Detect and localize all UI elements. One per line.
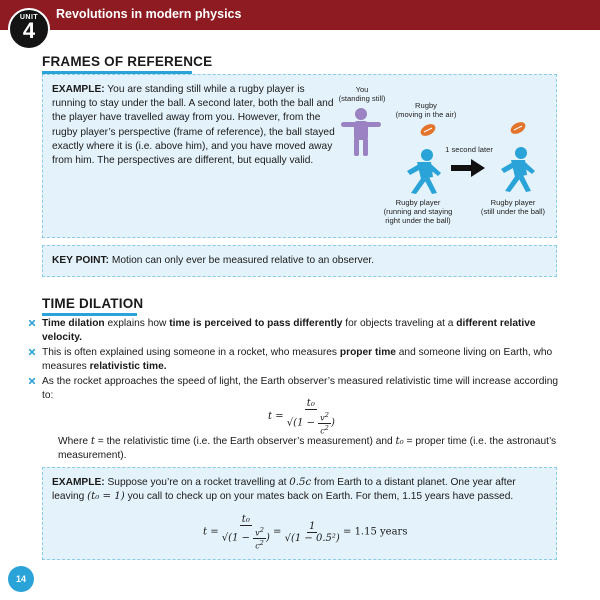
- chapter-title: Revolutions in modern physics: [56, 7, 242, 21]
- player1-label: Rugby player (running and staying right under the ball): [383, 198, 453, 225]
- example-formula: t = t₀ √(1 − $\frac{v^2}{c^2}$ ) = $\frac{1}{\text{√(1 − 0.5²)}}$ = 1.15 years: [203, 514, 408, 551]
- standing-person-icon: [339, 107, 383, 157]
- rugby-ball-icon: [419, 123, 437, 137]
- running-player-icon: [403, 149, 443, 195]
- bullet-icon: [29, 349, 35, 355]
- frames-heading: FRAMES OF REFERENCE: [42, 54, 212, 69]
- bullet-item-1: Time dilation explains how time is perceived to pass differently for objects traveling at a different relative velocity.: [42, 317, 562, 345]
- key-point-text: KEY POINT: Motion can only ever be measured relative to an observer.: [52, 255, 375, 266]
- bullet-item-2: This is often explained using someone in a rocket, who measures proper time and someone living on Earth, who measures relativistic time.: [42, 346, 562, 374]
- rugby-ball-icon-2: [509, 121, 527, 135]
- player2-label: Rugby player (still under the ball): [480, 198, 546, 216]
- unit-number: 4: [22, 18, 36, 43]
- unit-badge: [8, 8, 50, 50]
- rugby-label: Rugby (moving in the air): [395, 101, 457, 119]
- key-point-box: [42, 245, 557, 277]
- header-bar: [0, 0, 600, 30]
- heading-underline-2: [42, 313, 137, 316]
- where-text: Where t = the relativistic time (i.e. the Earth observer’s measurement) and t₀ = proper time (i.e. the astronaut’s measurement).: [58, 436, 557, 462]
- dilation-formula: t = t₀ √(1 − $\frac{v^2}{c^2}$ ): [268, 398, 335, 436]
- unit-label: UNIT: [19, 14, 39, 21]
- frames-example-text: EXAMPLE: You are standing still while a rugby player is running to stay under the ball. A second later, both the ball and the player have travelled away from you. However, from the rugby player’s perspective (frame of reference), the ball stayed exactly where it is (i.e. above him), and you have moved away from him. The perspectives are different, but equally valid.: [52, 84, 335, 167]
- dilation-example-text: EXAMPLE: Suppose you’re on a rocket travelling at 0.5c from Earth to a distant planet. One year after leaving (t₀ = 1) you call to check up on your mates back on Earth. For them, 1.15 years have passed.: [52, 477, 516, 503]
- running-player-icon-2: [497, 147, 537, 193]
- frames-example-box: [42, 74, 557, 238]
- dilation-example-box: [42, 467, 557, 560]
- bullet-icon: [29, 320, 35, 326]
- arrow-label: 1 second later: [445, 145, 493, 154]
- time-dilation-heading: TIME DILATION: [42, 296, 143, 311]
- arrow-right-icon: [451, 159, 485, 177]
- you-label: You (standing still): [338, 85, 386, 103]
- bullet-icon: [29, 378, 35, 384]
- page-number: 14: [8, 566, 34, 592]
- bullet-item-3: As the rocket approaches the speed of light, the Earth observer’s measured relativistic time will increase according to:: [42, 375, 562, 403]
